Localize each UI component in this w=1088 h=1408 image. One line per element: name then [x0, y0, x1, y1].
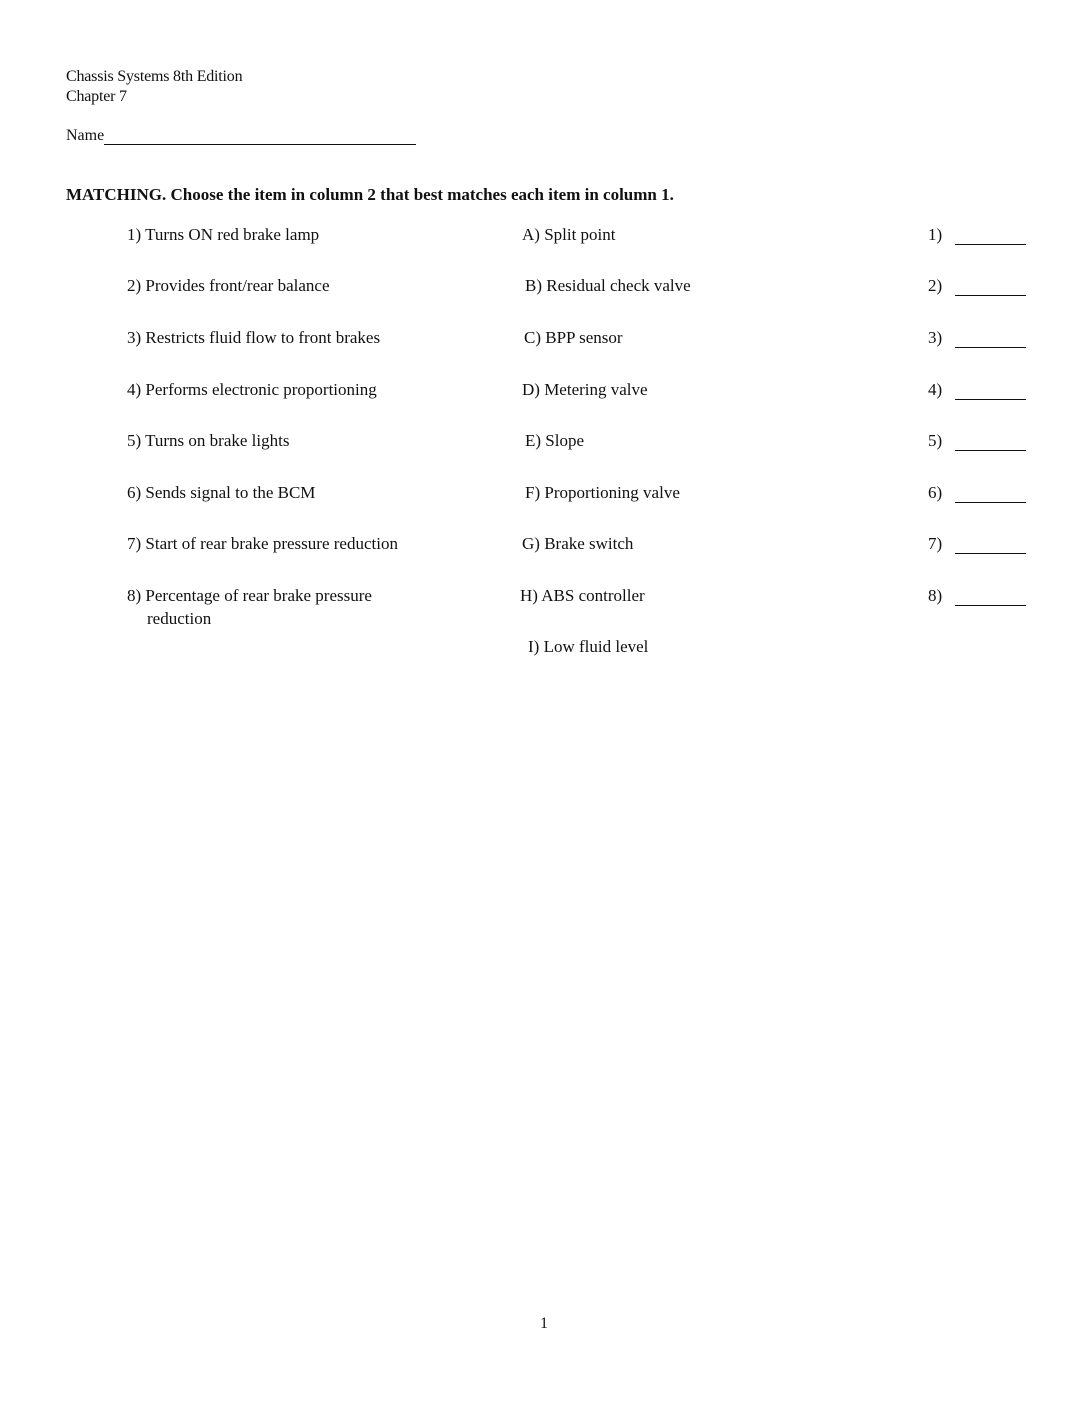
answer-blank[interactable] — [955, 450, 1026, 451]
answer-number: 2) — [928, 276, 943, 295]
question-item: 2) Provides front/rear balance — [127, 276, 330, 295]
course-title: Chassis Systems 8th Edition — [66, 68, 243, 85]
choice-item: E) Slope — [525, 431, 585, 450]
choice-item: B) Residual check valve — [525, 276, 691, 295]
answer-blank[interactable] — [955, 347, 1026, 348]
answer-blank[interactable] — [955, 605, 1026, 606]
choice-item: C) BPP sensor — [524, 328, 623, 347]
answer-number: 1) — [928, 225, 943, 244]
answer-blank[interactable] — [955, 399, 1026, 400]
question-item: 6) Sends signal to the BCM — [127, 483, 316, 502]
question-item — [127, 584, 457, 630]
answer-blank[interactable] — [955, 553, 1026, 554]
choice-item: F) Proportioning valve — [525, 483, 680, 502]
instructions-heading: MATCHING. Choose the item in column 2 that best matches each item in column 1. — [66, 185, 674, 204]
question-item: 7) Start of rear brake pressure reduction — [127, 534, 398, 553]
answer-number: 4) — [928, 380, 943, 399]
question-text-continued: reduction — [147, 609, 212, 628]
question-item: 3) Restricts fluid flow to front brakes — [127, 328, 381, 347]
answer-blank[interactable] — [955, 502, 1026, 503]
question-text: 8) Percentage of rear brake pressure — [127, 586, 372, 605]
name-field[interactable] — [66, 126, 416, 145]
choice-item: D) Metering valve — [522, 380, 648, 399]
answer-number: 5) — [928, 431, 943, 450]
answer-number: 7) — [928, 534, 943, 553]
name-label: Name — [66, 127, 105, 144]
answer-blank[interactable] — [955, 295, 1026, 296]
answer-number: 3) — [928, 328, 943, 347]
chapter-title: Chapter 7 — [66, 88, 127, 105]
answer-number: 6) — [928, 483, 943, 502]
choice-item: G) Brake switch — [522, 534, 634, 553]
choice-item: H) ABS controller — [520, 586, 645, 605]
question-item: 1) Turns ON red brake lamp — [127, 225, 320, 244]
question-item: 4) Performs electronic proportioning — [127, 380, 377, 399]
answer-number: 8) — [928, 586, 943, 605]
choice-item: A) Split point — [522, 225, 616, 244]
name-blank-line[interactable] — [104, 126, 416, 145]
question-item: 5) Turns on brake lights — [127, 431, 290, 450]
choice-item: I) Low fluid level — [528, 637, 649, 656]
answer-blank[interactable] — [955, 244, 1026, 245]
page-number: 1 — [540, 1315, 548, 1332]
